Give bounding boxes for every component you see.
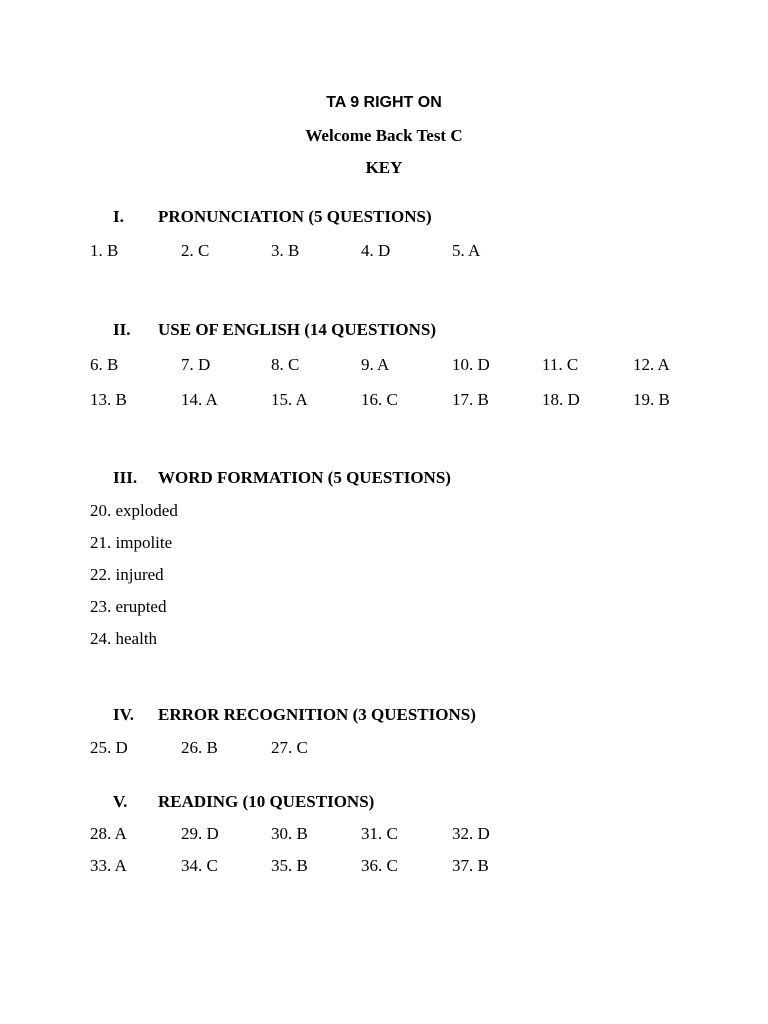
document-subtitle: Welcome Back Test C [305, 126, 463, 145]
answer-item: 15. A [271, 390, 308, 409]
answer-item: 25. D [90, 738, 128, 757]
answer-item: 12. A [633, 355, 670, 374]
answer-item: 27. C [271, 738, 308, 757]
answer-row [0, 355, 768, 375]
word-formation-answer: 22. injured [90, 565, 164, 584]
answer-row [0, 856, 768, 876]
answer-item: 13. B [90, 390, 127, 409]
answer-item: 9. A [361, 355, 390, 374]
answer-item: 18. D [542, 390, 580, 409]
answer-item: 1. B [90, 241, 119, 260]
answer-item: 34. C [181, 856, 218, 875]
answer-item: 10. D [452, 355, 490, 374]
section-title: ERROR RECOGNITION (3 QUESTIONS) [158, 705, 476, 724]
answer-item: 28. A [90, 824, 127, 843]
section-title: USE OF ENGLISH (14 QUESTIONS) [158, 320, 437, 339]
section-title: WORD FORMATION (5 QUESTIONS) [158, 468, 451, 487]
word-formation-answer: 21. impolite [90, 533, 173, 552]
word-formation-answer: 23. erupted [90, 597, 167, 616]
answer-row [0, 824, 768, 844]
document-key-label: KEY [365, 158, 403, 177]
answer-row [0, 738, 768, 758]
section-number: III. [113, 468, 138, 487]
answer-row [0, 241, 768, 261]
section-title: PRONUNCIATION (5 QUESTIONS) [158, 207, 432, 226]
answer-item: 31. C [361, 824, 398, 843]
answer-item: 8. C [271, 355, 300, 374]
answer-item: 7. D [181, 355, 211, 374]
section-number: II. [113, 320, 131, 339]
answer-row [0, 390, 768, 410]
answer-item: 4. D [361, 241, 391, 260]
document-title: TA 9 RIGHT ON [326, 94, 442, 111]
answer-item: 16. C [361, 390, 398, 409]
answer-item: 36. C [361, 856, 398, 875]
answer-item: 3. B [271, 241, 300, 260]
answer-item: 26. B [181, 738, 218, 757]
answer-item: 30. B [271, 824, 308, 843]
answer-item: 11. C [542, 355, 579, 374]
answer-item: 17. B [452, 390, 489, 409]
section-number: V. [113, 792, 128, 811]
answer-item: 5. A [452, 241, 481, 260]
word-formation-answer: 20. exploded [90, 501, 178, 520]
answer-item: 29. D [181, 824, 219, 843]
answer-item: 2. C [181, 241, 210, 260]
answer-item: 32. D [452, 824, 490, 843]
answer-item: 6. B [90, 355, 119, 374]
answer-item: 14. A [181, 390, 218, 409]
section-title: READING (10 QUESTIONS) [158, 792, 375, 811]
section-number: I. [113, 207, 124, 226]
answer-item: 35. B [271, 856, 308, 875]
answer-item: 37. B [452, 856, 489, 875]
answer-item: 33. A [90, 856, 127, 875]
section-number: IV. [113, 705, 134, 724]
answer-item: 19. B [633, 390, 670, 409]
word-formation-answer: 24. health [90, 629, 158, 648]
